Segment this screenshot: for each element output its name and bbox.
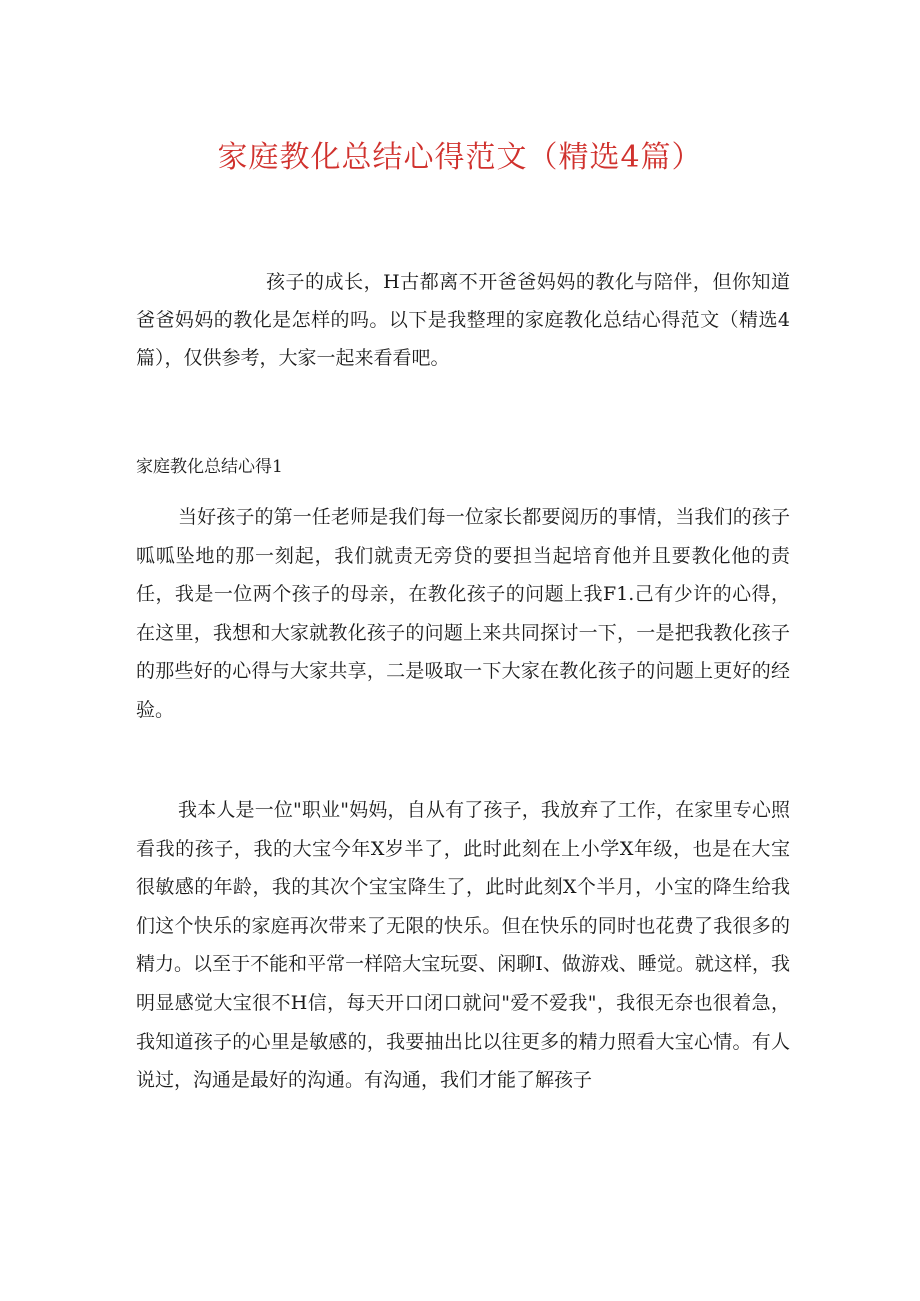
- section-heading: 家庭教化总结心得1: [136, 457, 283, 477]
- intro-paragraph: 孩子的成长，H古都离不开爸爸妈妈的教化与陪伴，但你知道爸爸妈妈的教化是怎样的吗。以下是我整理的家庭教化总结心得范文（精选4篇），仅供参考，大家一起来看看吧。: [136, 271, 790, 369]
- document-title: 家庭教化总结心得范文（精选4篇）: [217, 140, 703, 175]
- body-paragraph-1: 当好孩子的第一任老师是我们每一位家长都要阅历的事情，当我们的孩子呱呱坠地的那一刻起，我们就责无旁贷的要担当起培育他并且要教化他的责任，我是一位两个孩子的母亲，在教化孩子的问题上我F1.己有少许的心得，在这里，我想和大家就教化孩子的问题上来共同探讨一下，一是把我教化孩子的那些好的心得与大家共享，二是吸取一下大家在教化孩子的问题上更好的经验。: [136, 506, 790, 721]
- body-paragraph-2: 我本人是一位"职业"妈妈，自从有了孩子，我放弃了工作，在家里专心照看我的孩子，我的大宝今年X岁半了，此时此刻在上小学X年级，也是在大宝很敏感的年龄，我的其次个宝宝降生了，此时此刻X个半月，小宝的降生给我们这个快乐的家庭再次带来了无限的快乐。但在快乐的同时也花费了我很多的精力。以至于不能和平常一样陪大宝玩耍、闲聊I、做游戏、睡觉。就这样，我明显感觉大宝很不H信，每天开口闭口就问"爱不爱我"，我很无奈也很着急，我知道孩子的心里是敏感的，我要抽出比以往更多的精力照看大宝心情。有人说过，沟通是最好的沟通。有沟通，我们才能了解孩子: [136, 799, 790, 1092]
